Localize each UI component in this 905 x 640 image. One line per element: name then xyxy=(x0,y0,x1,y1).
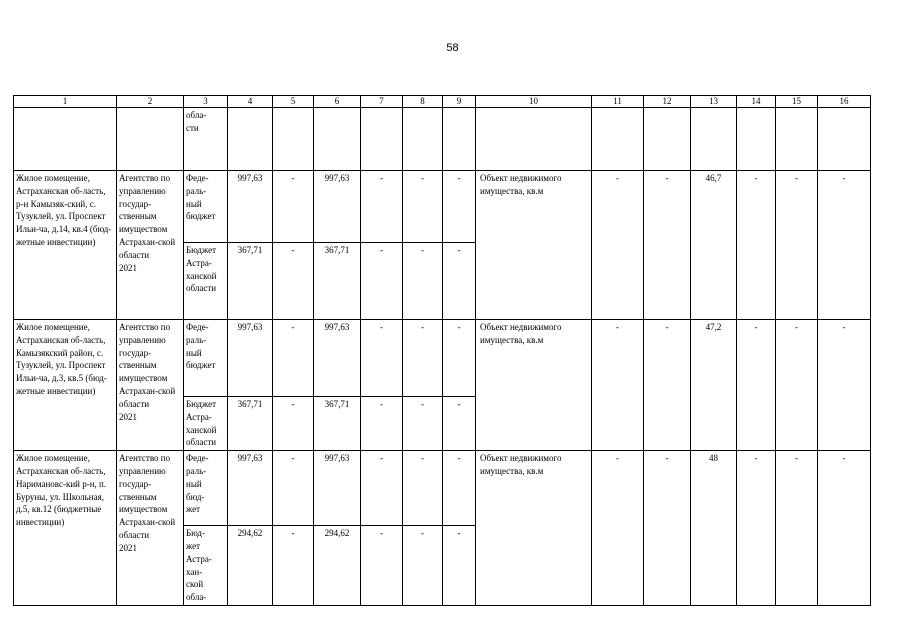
value-col5: - xyxy=(273,243,314,320)
funding-source: Бюджет Астра- ханской области xyxy=(184,243,228,320)
value-col12: - xyxy=(644,171,691,320)
value-col13: 46,7 xyxy=(691,171,737,320)
value-col16: - xyxy=(818,451,871,606)
funding-source: Феде- раль- ный бюджет xyxy=(184,171,228,243)
value-col8: - xyxy=(403,171,443,243)
value-col12: - xyxy=(644,320,691,451)
value-col5: - xyxy=(273,526,314,606)
object-row xyxy=(14,451,871,526)
value-col9: - xyxy=(443,243,476,320)
value-col9: - xyxy=(443,526,476,606)
column-number: 4 xyxy=(228,96,273,108)
object-description: Жилое помещение, Астраханская об-ласть, Камызякский район, с. Тузуклей, ул. Проспект Ильи-ча, д.3, кв.5 (бюд-жетные инвестиции) xyxy=(14,320,117,451)
value-col9: - xyxy=(443,451,476,526)
value-col11: - xyxy=(592,171,644,320)
value-col9: - xyxy=(443,320,476,397)
value-col9: - xyxy=(443,397,476,451)
value-col7: - xyxy=(361,171,403,243)
column-number: 13 xyxy=(691,96,737,108)
value-col12: - xyxy=(644,451,691,606)
value-col13: 47,2 xyxy=(691,320,737,451)
column-number: 8 xyxy=(403,96,443,108)
funding-source-cell: обла- сти xyxy=(184,108,228,171)
value-col5: - xyxy=(273,397,314,451)
funding-source: Бюджет Астра- ханской области xyxy=(184,397,228,451)
value-col8: - xyxy=(403,451,443,526)
column-number: 16 xyxy=(818,96,871,108)
column-number: 10 xyxy=(476,96,592,108)
funding-source: Феде- раль- ный бюджет xyxy=(184,320,228,397)
value-col7: - xyxy=(361,397,403,451)
object-row xyxy=(14,171,871,243)
customer-cell xyxy=(117,451,184,606)
column-number: 7 xyxy=(361,96,403,108)
value-col14: - xyxy=(737,320,776,451)
value-col5: - xyxy=(273,320,314,397)
value-col5: - xyxy=(273,171,314,243)
value-col9: - xyxy=(443,171,476,243)
value-col7: - xyxy=(361,451,403,526)
value-col16: - xyxy=(818,171,871,320)
customer-cell xyxy=(117,171,184,320)
value-col14: - xyxy=(737,171,776,320)
value-col15: - xyxy=(776,171,818,320)
value-col7: - xyxy=(361,526,403,606)
value-col6: 997,63 xyxy=(314,320,361,397)
value-col16: - xyxy=(818,320,871,451)
purpose-cell: Объект недвижимого имущества, кв.м xyxy=(476,171,592,320)
value-col5: - xyxy=(273,451,314,526)
page-number: 58 xyxy=(446,42,459,54)
column-number: 1 xyxy=(14,96,117,108)
customer-cell xyxy=(117,320,184,451)
value-col8: - xyxy=(403,397,443,451)
value-col13: 48 xyxy=(691,451,737,606)
value-col11: - xyxy=(592,320,644,451)
value-col8: - xyxy=(403,320,443,397)
value-col4: 997,63 xyxy=(228,451,273,526)
value-col8: - xyxy=(403,526,443,606)
customer-name: Агентство по управлению государ-ственным имуществом Астрахан-ской области xyxy=(119,322,176,409)
object-description: Жилое помещение, Астраханская об-ласть, р-н Камызяк-ский, с. Тузуклей, ул. Проспект Ильи-ча, д.14, кв.4 (бюд-жетные инвестиции) xyxy=(14,171,117,320)
column-number: 14 xyxy=(737,96,776,108)
funding-source: Феде- раль- ный бюд- жет xyxy=(184,451,228,526)
value-col6: 997,63 xyxy=(314,451,361,526)
column-number-row xyxy=(14,96,871,108)
column-number: 2 xyxy=(117,96,184,108)
budget-table xyxy=(13,95,871,606)
column-number: 11 xyxy=(592,96,644,108)
value-col4: 997,63 xyxy=(228,320,273,397)
column-number: 12 xyxy=(644,96,691,108)
value-col4: 367,71 xyxy=(228,243,273,320)
column-number: 9 xyxy=(443,96,476,108)
customer-name: Агентство по управлению государ-ственным имуществом Астрахан-ской области xyxy=(119,173,176,260)
column-number: 3 xyxy=(184,96,228,108)
value-col6: 367,71 xyxy=(314,243,361,320)
year: 2021 xyxy=(119,542,137,553)
value-col6: 997,63 xyxy=(314,171,361,243)
value-col4: 367,71 xyxy=(228,397,273,451)
purpose-cell: Объект недвижимого имущества, кв.м xyxy=(476,451,592,606)
value-col7: - xyxy=(361,243,403,320)
value-col14: - xyxy=(737,451,776,606)
object-row xyxy=(14,320,871,397)
value-col6: 367,71 xyxy=(314,397,361,451)
object-description: Жилое помещение, Астраханская об-ласть, Наримановс-кий р-н, п. Буруны, ул. Школьная, д.5, кв.12 (бюджетные инвестиции) xyxy=(14,451,117,606)
value-col15: - xyxy=(776,451,818,606)
column-number: 6 xyxy=(314,96,361,108)
purpose-cell: Объект недвижимого имущества, кв.м xyxy=(476,320,592,451)
value-col15: - xyxy=(776,320,818,451)
column-number: 15 xyxy=(776,96,818,108)
year: 2021 xyxy=(119,411,137,422)
value-col6: 294,62 xyxy=(314,526,361,606)
column-number: 5 xyxy=(273,96,314,108)
value-col11: - xyxy=(592,451,644,606)
year: 2021 xyxy=(119,262,137,273)
value-col4: 294,62 xyxy=(228,526,273,606)
customer-name: Агентство по управлению государ-ственным имуществом Астрахан-ской области xyxy=(119,453,176,540)
continuation-row xyxy=(14,108,871,171)
value-col8: - xyxy=(403,243,443,320)
value-col7: - xyxy=(361,320,403,397)
funding-source: Бюд- жет Астра- хан- ской обла- xyxy=(184,526,228,606)
value-col4: 997,63 xyxy=(228,171,273,243)
